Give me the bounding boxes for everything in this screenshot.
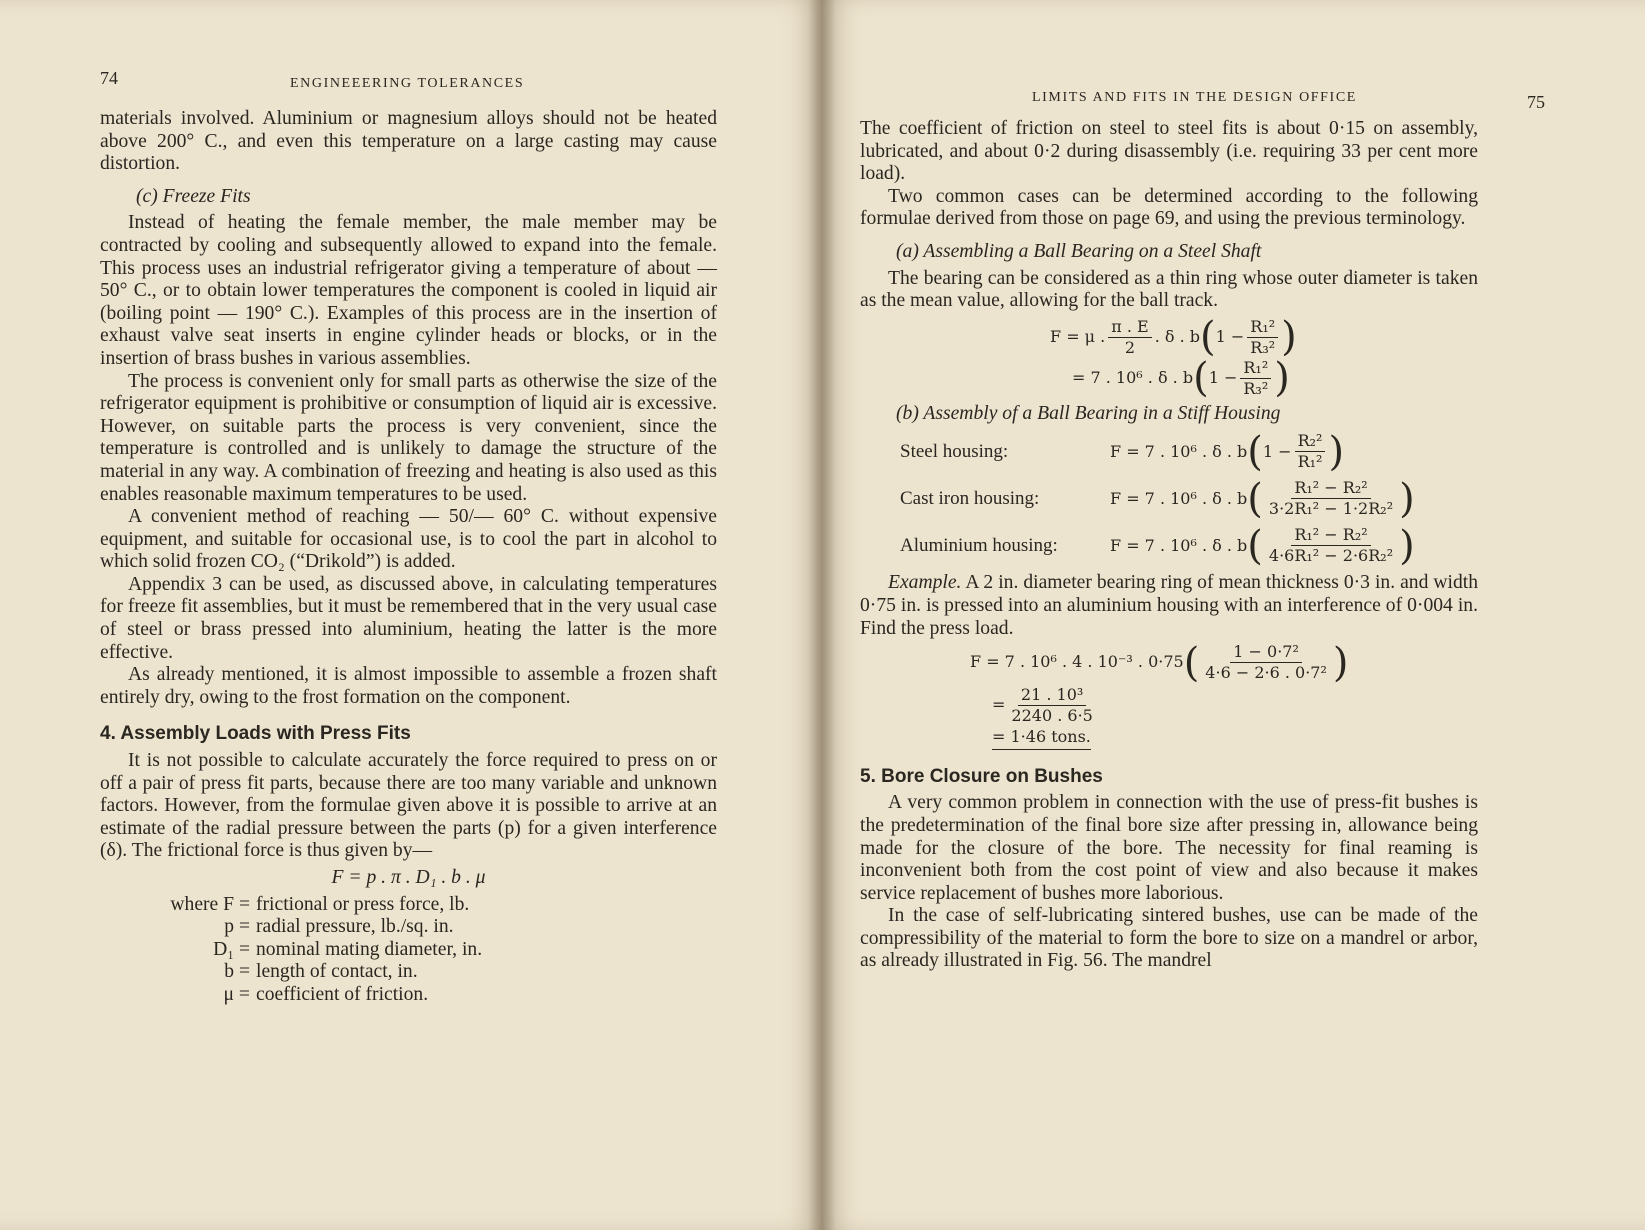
where-symbol: b = (224, 961, 250, 983)
right-body (860, 118, 1478, 973)
paragraph: Two common cases can be determined according to the following formulae derived from those on page 69, and using the previous terminology. (860, 185, 1478, 230)
equation-a (1050, 314, 1478, 402)
equation-row (992, 685, 1478, 726)
fraction (1108, 317, 1151, 358)
running-head-right: LIMITS AND FITS IN THE DESIGN OFFICE (1032, 90, 1357, 105)
left-paren: ( (1200, 314, 1216, 361)
friction-formula: F = p . π . D₁ . b . μ (331, 867, 486, 888)
left-paren: ( (1193, 355, 1209, 402)
where-item (100, 961, 717, 984)
where-item (100, 916, 717, 939)
paragraph: As already mentioned, it is almost impossible to assemble a frozen shaft entirely dry, owing to the frost formation on the component. (100, 664, 717, 708)
subheading-ball-bearing-housing: (b) Assembly of a Ball Bearing in a Stiff Housing (896, 402, 1281, 424)
fraction (1266, 478, 1396, 519)
numerator: 1 − 0·7² (1230, 642, 1302, 663)
housing-row (900, 428, 1478, 475)
where-definition: radial pressure, lb./sq. in. (256, 916, 454, 938)
left-paren: ( (1247, 522, 1263, 569)
where-item (100, 984, 717, 1007)
where-definition: frictional or press force, lb. (256, 893, 470, 915)
right-paren: ) (1328, 428, 1345, 475)
left-paren: ( (1247, 475, 1263, 522)
fraction (1266, 525, 1396, 566)
where-symbol: D₁ = (213, 938, 250, 960)
page-number-left: 74 (100, 68, 118, 88)
left-page (0, 0, 822, 1230)
eq-lhs: F = 7 . 10⁶ . δ . b (1110, 488, 1248, 508)
housing-label: Aluminium housing: (900, 534, 1058, 556)
paragraph: The coefficient of friction on steel to steel fits is about 0·15 on assembly, lubricated, and about 0·2 during disassembly (i.e. requiring 33 per cent more load). (860, 118, 1478, 185)
where-list (100, 894, 717, 1007)
numerator: π . E (1108, 317, 1151, 338)
equation-row (1072, 355, 1478, 402)
where-definition: nominal mating diameter, in. (256, 938, 483, 960)
housing-label: Steel housing: (900, 440, 1009, 462)
book-gutter (808, 0, 836, 1230)
equation-row (992, 726, 1478, 750)
running-head-left: ENGINEEERING TOLERANCES (290, 76, 525, 91)
housing-label: Cast iron housing: (900, 487, 1040, 509)
paragraph: Appendix 3 can be used, as discussed above, in calculating temperatures for freeze fit assemblies, but it must be remembered that in the very usual case of steel or brass pressed into aluminium, heating the latter is the more effective. (100, 573, 717, 663)
paragraph: The process is convenient only for small parts as otherwise the size of the refrigerator equipment is prohibitive or consumption of liquid air is excessive. However, on suitable parts the process is very convenient, since the temperature is controlled and is unlikely to damage the structure of the material in any way. A combination of freezing and heating is also used as this enables reasonable maximum temperatures to be used. (100, 370, 717, 505)
where-symbol: μ = (223, 983, 250, 1005)
right-paren: ) (1399, 475, 1415, 522)
denominator: R₃² (1250, 337, 1276, 357)
denominator: 3·2R₁² − 1·2R₂² (1268, 499, 1394, 519)
denominator: 2240 . 6·5 (1011, 706, 1093, 726)
fraction (1295, 431, 1326, 472)
section-heading-4: 4. Assembly Loads with Press Fits (100, 723, 411, 745)
eq-lhs: = 7 . 10⁶ . δ . b (1072, 367, 1194, 387)
fraction (1240, 358, 1271, 399)
page-number-right: 75 (1527, 92, 1545, 112)
left-paren: ( (1183, 639, 1200, 686)
where-item (100, 939, 717, 962)
housing-row (900, 522, 1478, 569)
one-minus: 1 − (1208, 367, 1238, 387)
numerator: 21 . 10³ (1018, 685, 1086, 706)
numerator: R₁² (1240, 358, 1271, 379)
equation-row (970, 639, 1478, 686)
subheading-ball-bearing-shaft: (a) Assembling a Ball Bearing on a Steel Shaft (896, 240, 1262, 262)
right-paren: ) (1332, 639, 1349, 686)
paragraph: The bearing can be considered as a thin ring whose outer diameter is taken as the mean value, allowing for the ball track. (860, 267, 1478, 312)
result: = 1·46 tons. (992, 726, 1091, 750)
numerator: R₁² (1247, 317, 1278, 338)
one-minus: 1 − (1262, 441, 1292, 461)
denominator: R₁² (1297, 452, 1323, 472)
eq-lhs: F = μ . (1050, 326, 1106, 346)
eq-lhs: F = 7 . 10⁶ . δ . b (1110, 441, 1248, 461)
denominator: 4·6 − 2·6 . 0·7² (1205, 663, 1327, 683)
denominator: 4·6R₁² − 2·6R₂² (1268, 546, 1394, 566)
one-minus: 1 − (1215, 326, 1245, 346)
fraction (1008, 685, 1095, 726)
equals-sign: = (992, 695, 1006, 715)
eq-lhs: F = 7 . 10⁶ . 4 . 10⁻³ . 0·75 (970, 652, 1184, 672)
housing-row (900, 475, 1478, 522)
numerator: R₁² − R₂² (1291, 478, 1370, 499)
where-symbol: where F = (170, 893, 250, 915)
left-body (100, 108, 717, 1007)
equation-row (1050, 314, 1478, 361)
paragraph: In the case of self-lubricating sintered bushes, use can be made of the compressibility of the material to form the bore to size on a mandrel or arbor, as already illustrated in Fig. 56. The mandrel (860, 905, 1478, 972)
example-label: Example. (888, 572, 962, 594)
numerator: R₂² (1295, 431, 1326, 452)
where-symbol: p = (224, 916, 250, 938)
right-page (822, 0, 1645, 1230)
paragraph: materials involved. Aluminium or magnesium alloys should not be heated above 200° C., and even this temperature on a large casting may cause distortion. (100, 108, 717, 175)
fraction (1247, 317, 1278, 358)
right-paren: ) (1274, 355, 1290, 402)
paragraph: Instead of heating the female member, the male member may be contracted by cooling and subsequently allowed to expand into the female. This process uses an industrial refrigerator giving a temperature of about — 50° C., or to obtain lower temperatures the component is cooled in liquid air (boiling point — 190° C.). Examples of this process are in the insertion of exhaust valve seat inserts in engine cylinder heads or blocks, or in the insertion of brass bushes in various assemblies. (100, 212, 717, 369)
numerator: R₁² − R₂² (1291, 525, 1370, 546)
example-paragraph (860, 572, 1478, 640)
left-paren: ( (1247, 428, 1263, 475)
subheading-freeze-fits: (c) Freeze Fits (136, 185, 251, 207)
eq-mid: . δ . b (1154, 326, 1201, 346)
section-heading-5: 5. Bore Closure on Bushes (860, 765, 1103, 787)
denominator: R₃² (1243, 378, 1269, 398)
where-definition: coefficient of friction. (256, 983, 429, 1005)
where-definition: length of contact, in. (256, 961, 418, 983)
paragraph: A convenient method of reaching — 50/— 60° C. without expensive equipment, and suitable for occasional use, is to cool the part in alcohol to which solid frozen CO₂ (“Drikold”) is added. (100, 506, 717, 573)
paragraph: A very common problem in connection with the use of press-fit bushes is the predetermination of the final bore size after pressing in, allowance being made for the closure of the bore. The necessity for final reaming is inconvenient both from the cost point of view and also because it makes service replacement of bushes more laborious. (860, 792, 1478, 904)
example-text: A 2 in. diameter bearing ring of mean thickness 0·3 in. and width 0·75 in. is pressed into an aluminium housing with an interference of 0·004 in. Find the press load. (860, 572, 1478, 639)
housing-equations (900, 428, 1478, 569)
where-item (100, 894, 717, 917)
example-equations (970, 639, 1478, 750)
fraction (1202, 642, 1330, 683)
right-paren: ) (1281, 314, 1297, 361)
eq-lhs: F = 7 . 10⁶ . δ . b (1110, 535, 1248, 555)
denominator: 2 (1124, 337, 1136, 357)
right-paren: ) (1399, 522, 1415, 569)
paragraph: It is not possible to calculate accurately the force required to press on or off a pair of press fit parts, because there are too many variable and unknown factors. However, from the formulae given above it is possible to arrive at an estimate of the radial pressure between the parts (p) for a given interference (δ). The frictional force is thus given by— (100, 750, 717, 862)
